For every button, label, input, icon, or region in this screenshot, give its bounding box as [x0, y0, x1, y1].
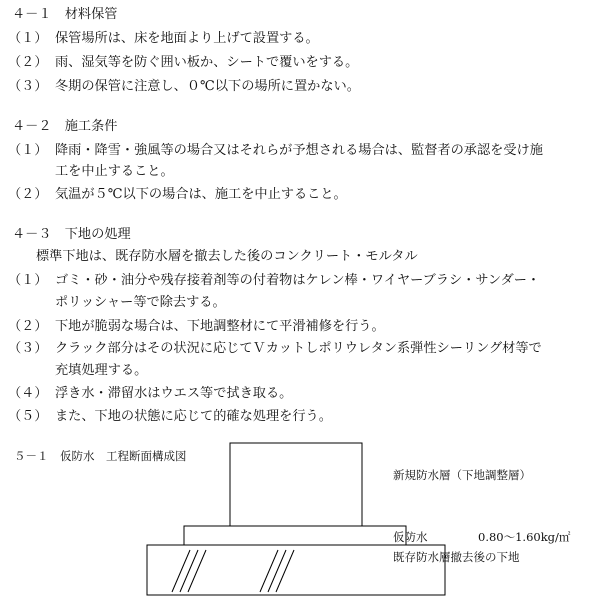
amount-label: 0.80～1.60kg/㎡ [478, 530, 571, 544]
item-text-cont: 充填処理する。 [55, 363, 148, 378]
item-text: クラック部分はその状況に応じてＶカットしポリウレタン系弾性シーリング材等で [55, 341, 542, 356]
section-4-1-title: ４－１ 材料保管 [12, 7, 118, 22]
item-number: （３） [8, 341, 48, 356]
item-number: （３） [8, 79, 48, 94]
temp-waterproof-label: 仮防水 [393, 530, 428, 544]
section-4-3-title: ４－３ 下地の処理 [12, 227, 131, 242]
item-text-cont: ポリッシャー等で除去する。 [55, 295, 226, 310]
item-text: 下地が脆弱な場合は、下地調整材にて平滑補修を行う。 [55, 319, 385, 334]
section-4-2-title: ４－２ 施工条件 [12, 119, 118, 134]
substrate-label: 既存防水層撤去後の下地 [393, 550, 520, 564]
item-text: 気温が５℃以下の場合は、施工を中止すること。 [55, 187, 347, 202]
item-number: （１） [8, 143, 48, 158]
item-number: （１） [8, 31, 48, 46]
item-number: （２） [8, 187, 48, 202]
item-text: 降雨・降雪・強風等の場合又はそれらが予想される場合は、監督者の承認を受け施 [55, 143, 543, 158]
item-text-cont: 工を中止すること。 [55, 164, 174, 179]
temp-waterproof-block [184, 526, 406, 545]
new-layer-label: 新規防水層（下地調整層） [393, 468, 531, 482]
section-5-1-title: ５－１ 仮防水 工程断面構成図 [14, 449, 187, 463]
item-text: 浮き水・滞留水はウエス等で拭き取る。 [55, 386, 293, 401]
item-number: （５） [8, 409, 48, 424]
item-text: また、下地の状態に応じて的確な処理を行う。 [55, 409, 332, 424]
item-text: 冬期の保管に注意し、０℃以下の場所に置かない。 [55, 79, 360, 94]
item-text: 雨、湿気等を防ぐ囲い板か、シートで覆いをする。 [55, 55, 359, 70]
intro: 標準下地は、既存防水層を撤去した後のコンクリート・モルタル [36, 249, 418, 264]
item-number: （４） [8, 386, 48, 401]
item-text: ゴミ・砂・油分や残存接着剤等の付着物はケレン棒・ワイヤーブラシ・サンダー・ [55, 273, 541, 288]
item-number: （１） [8, 273, 48, 288]
item-text: 保管場所は、床を地面より上げて設置する。 [55, 31, 319, 46]
item-number: （２） [8, 319, 48, 334]
new-layer-block [230, 443, 362, 526]
item-number: （２） [8, 55, 48, 70]
